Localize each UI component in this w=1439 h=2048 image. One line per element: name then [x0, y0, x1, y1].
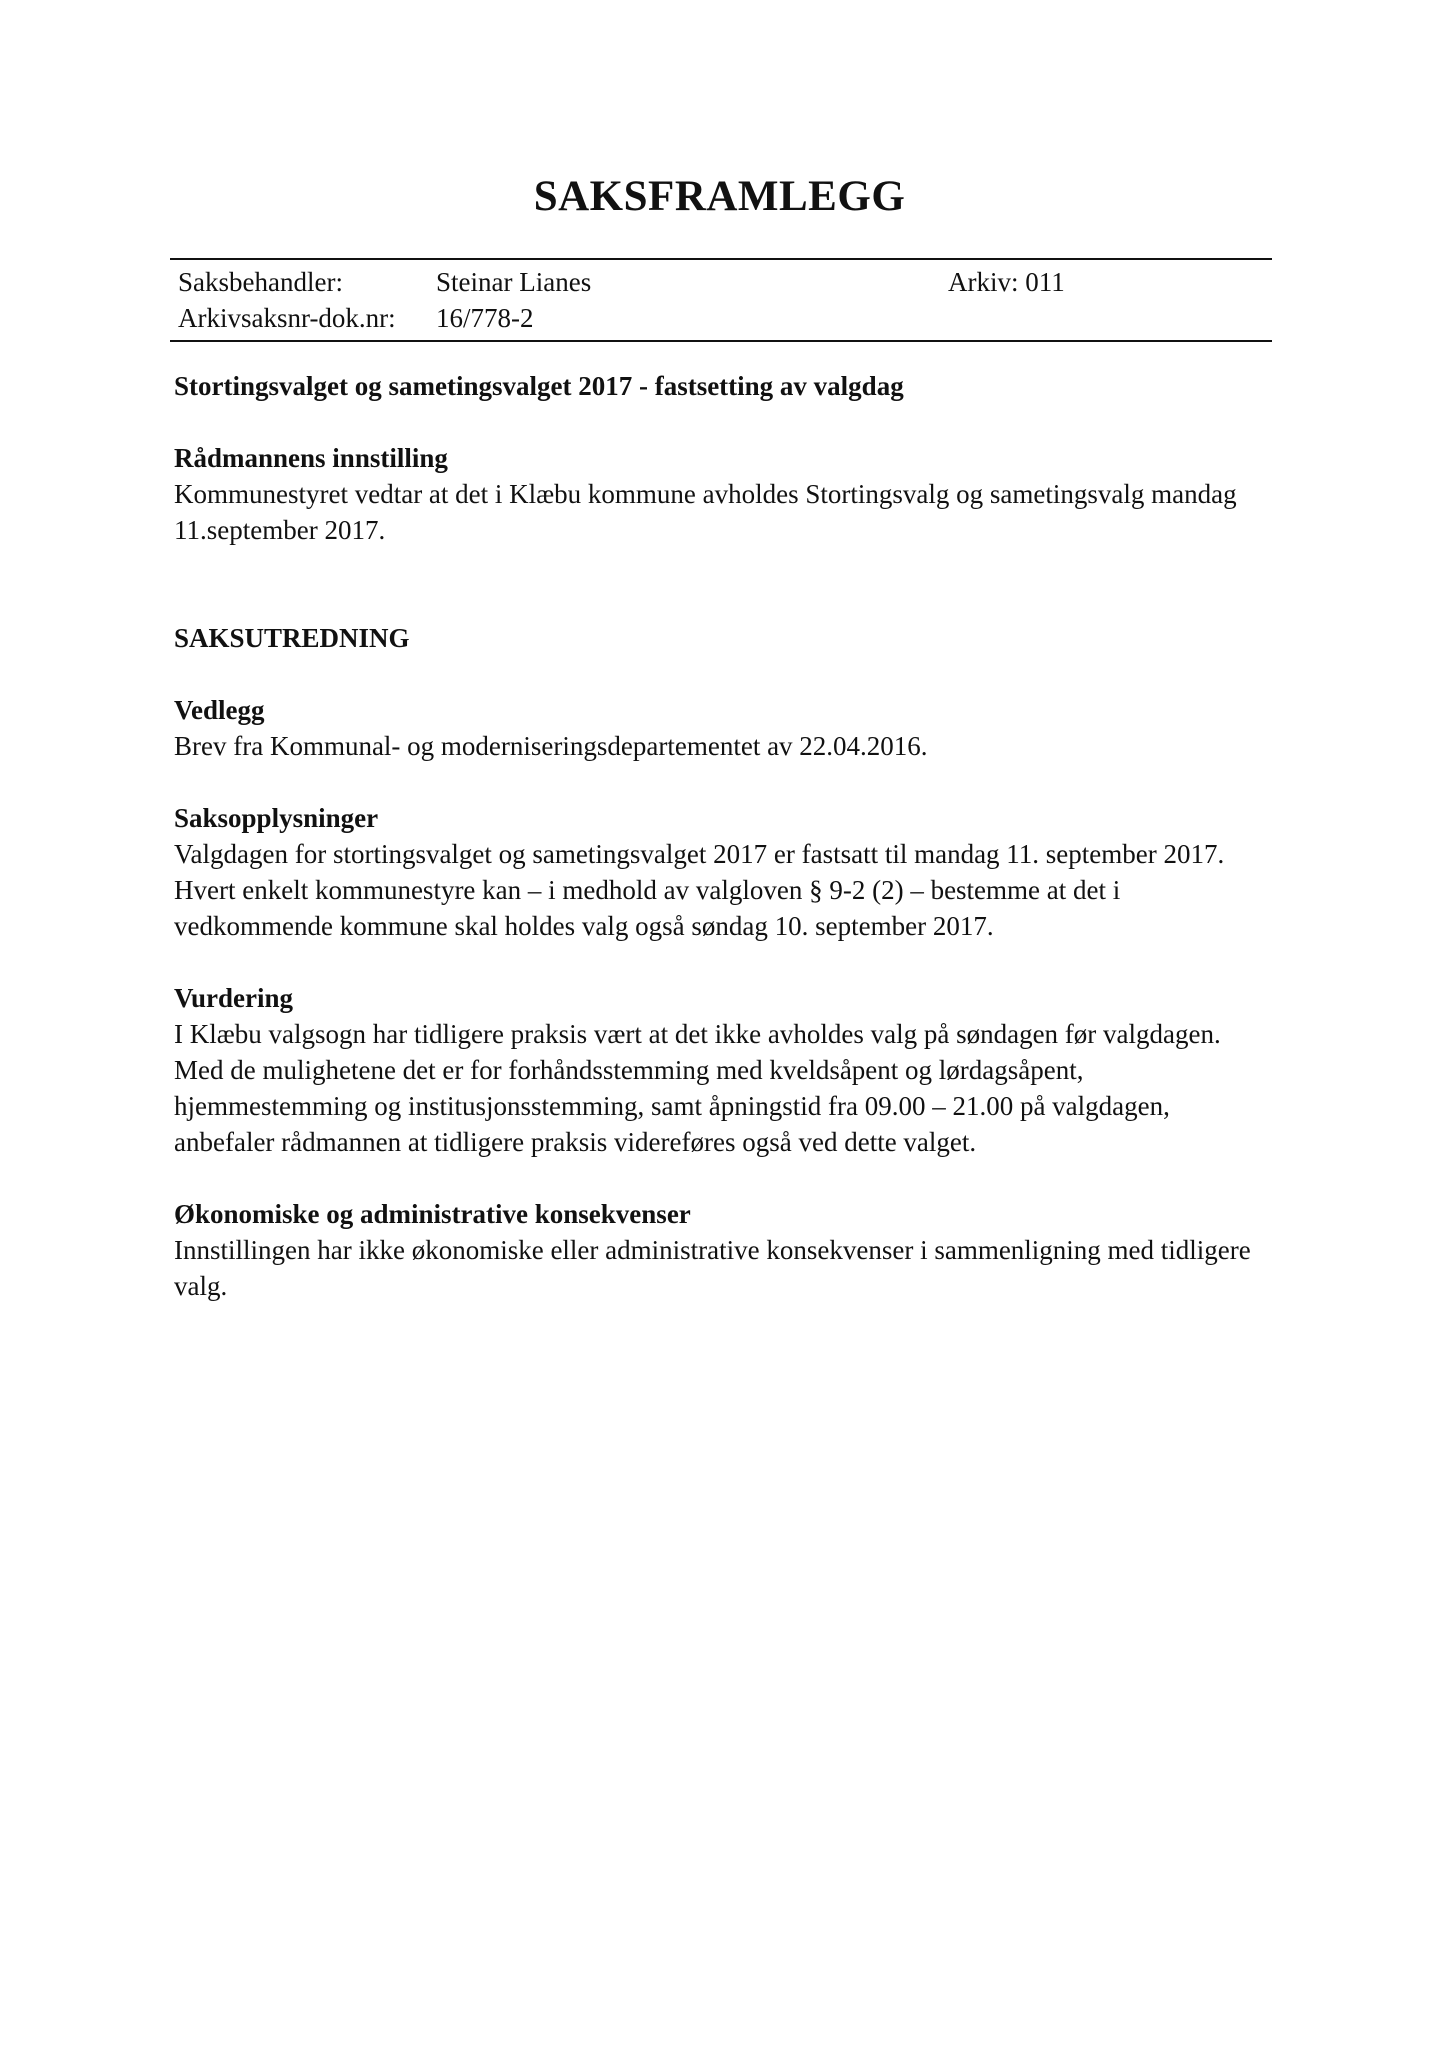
- investigation-heading: SAKSUTREDNING: [174, 623, 410, 653]
- case-title: Stortingsvalget og sametingsvalget 2017 - fastsetting av valgdag: [174, 371, 904, 401]
- case-number-label: Arkivsaksnr-dok.nr:: [178, 303, 396, 333]
- consequences-text: Innstillingen har ikke økonomiske eller administrative konsekvenser i sammenligning med tidligere valg.: [174, 1235, 1251, 1301]
- attachments-text: Brev fra Kommunal- og moderniseringsdepartementet av 22.04.2016.: [174, 731, 928, 761]
- meta-row-case-number: [174, 300, 1272, 336]
- recommendation-section: [174, 440, 1274, 548]
- facts-text: Valgdagen for stortingsvalget og sametingsvalget 2017 er fastsatt til mandag 11. september 2017. Hvert enkelt kommunestyre kan – i medhold av valgloven § 9-2 (2) – bestemme at det i vedkommende kommune skal holdes valg også søndag 10. september 2017.: [174, 839, 1225, 941]
- attachments-section: [174, 692, 1274, 764]
- meta-row-handler: [174, 264, 1272, 300]
- handler-label: Saksbehandler:: [178, 267, 343, 297]
- consequences-section: [174, 1196, 1274, 1304]
- assessment-heading: Vurdering: [174, 983, 294, 1013]
- document-title: SAKSFRAMLEGG: [533, 173, 906, 220]
- handler-value: Steinar Lianes: [436, 267, 592, 297]
- assessment-text: I Klæbu valgsogn har tidligere praksis vært at det ikke avholdes valg på søndagen før valgdagen. Med de mulighetene det er for forhåndsstemming med kveldsåpent og lørdagsåpent, hjemmestemming og institusjonsstemming, samt åpningstid fra 09.00 – 21.00 på valgdagen, anbefaler rådmannen at tidligere praksis videreføres også ved dette valget.: [174, 1019, 1221, 1157]
- archive-label: Arkiv: 011: [948, 267, 1065, 297]
- document-body: [174, 368, 1274, 1340]
- facts-section: [174, 800, 1274, 944]
- assessment-section: [174, 980, 1274, 1160]
- attachments-heading: Vedlegg: [174, 695, 265, 725]
- case-metadata: [170, 258, 1272, 342]
- case-number-value: 16/778-2: [436, 303, 534, 333]
- facts-heading: Saksopplysninger: [174, 803, 379, 833]
- consequences-heading: Økonomiske og administrative konsekvenser: [174, 1199, 691, 1229]
- recommendation-text: Kommunestyret vedtar at det i Klæbu kommune avholdes Stortingsvalg og sametingsvalg mandag 11.september 2017.: [174, 479, 1237, 545]
- recommendation-heading: Rådmannens innstilling: [174, 443, 448, 473]
